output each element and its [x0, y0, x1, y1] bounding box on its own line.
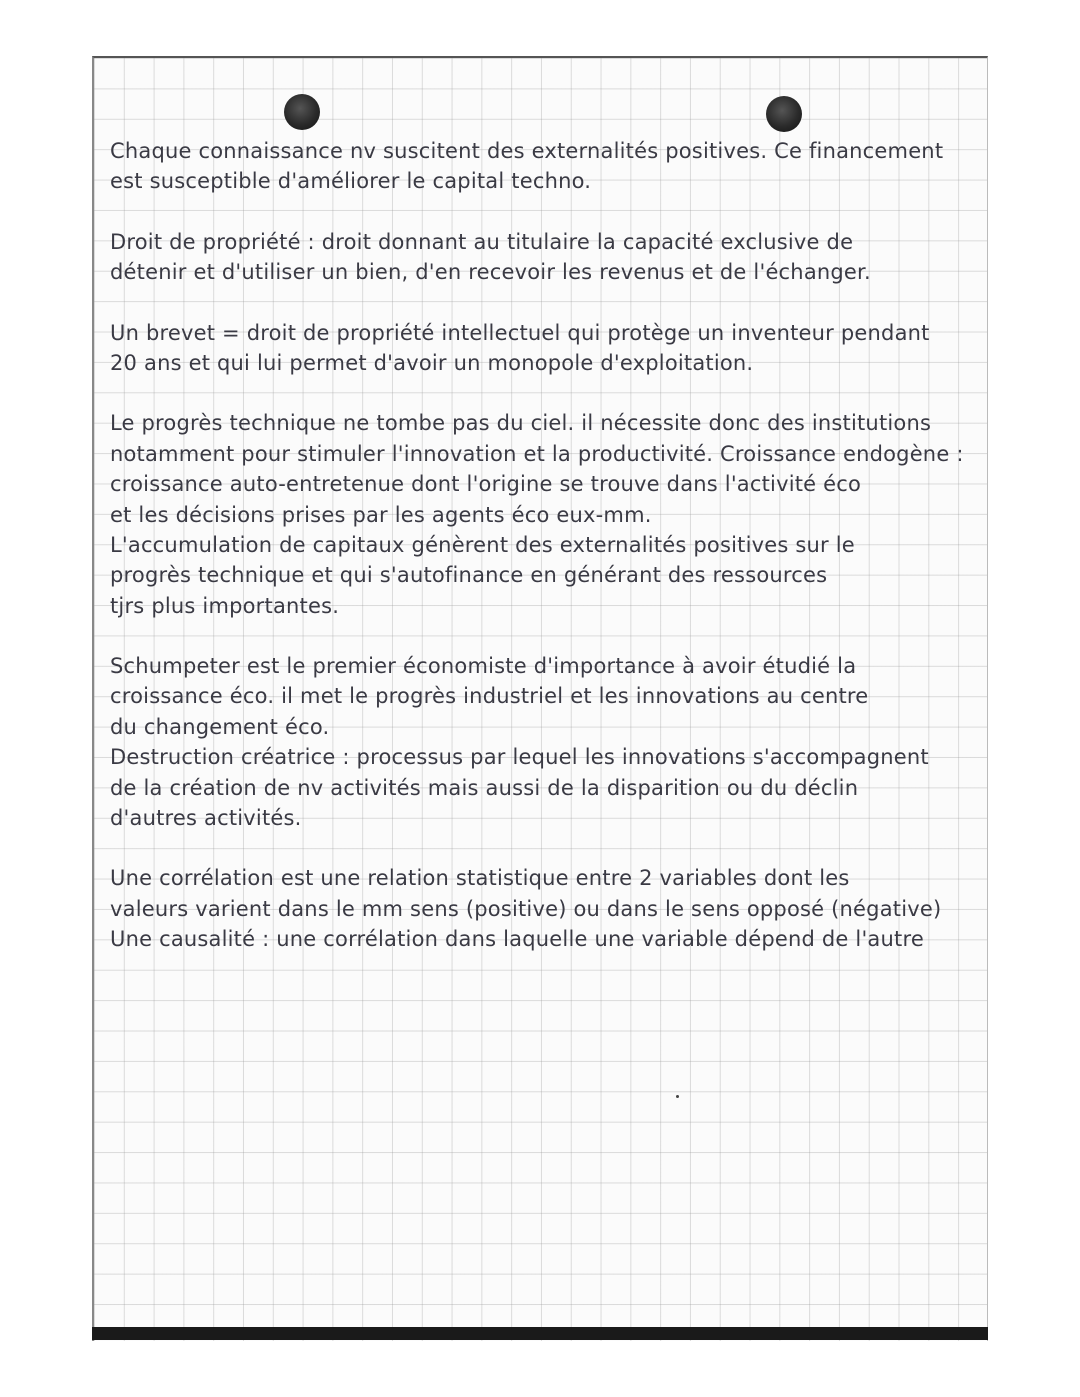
- handwritten-notes: [110, 136, 986, 985]
- note-line: Une corrélation est une relation statistique entre 2 variables dont les: [110, 866, 850, 891]
- note-line: Droit de propriété : droit donnant au titulaire la capacité exclusive de: [110, 229, 854, 254]
- paragraph-property-right: [110, 227, 986, 288]
- paragraph-schumpeter: [110, 651, 986, 833]
- note-line: Schumpeter est le premier économiste d'importance à avoir étudié la: [110, 654, 857, 679]
- note-line: croissance auto-entretenue dont l'origine se trouve dans l'activité éco: [110, 472, 862, 497]
- note-line: d'autres activités.: [110, 806, 302, 831]
- note-line: L'accumulation de capitaux génèrent des externalités positives sur le: [110, 532, 855, 557]
- note-line: Une causalité : une corrélation dans laquelle une variable dépend de l'autre: [110, 927, 924, 952]
- note-line: Destruction créatrice : processus par lequel les innovations s'accompagnent: [110, 745, 929, 770]
- note-line: de la création de nv activités mais aussi de la disparition ou du déclin: [110, 775, 859, 800]
- paragraph-patent: [110, 318, 986, 379]
- page-bottom-edge: [92, 1327, 988, 1340]
- punch-hole-right: [766, 96, 802, 132]
- note-line: notamment pour stimuler l'innovation et la productivité. Croissance endogène :: [110, 441, 964, 466]
- note-line: tjrs plus importantes.: [110, 593, 340, 618]
- pen-dot: [676, 1095, 679, 1098]
- note-line: et les décisions prises par les agents éco eux-mm.: [110, 502, 652, 527]
- note-line: 20 ans et qui lui permet d'avoir un monopole d'exploitation.: [110, 350, 754, 375]
- note-line: Le progrès technique ne tombe pas du ciel. il nécessite donc des institutions: [110, 411, 932, 436]
- paragraph-externalities: [110, 136, 986, 197]
- note-line: détenir et d'utiliser un bien, d'en recevoir les revenus et de l'échanger.: [110, 260, 871, 285]
- paragraph-technical-progress: [110, 408, 986, 621]
- note-line: du changement éco.: [110, 714, 330, 739]
- note-line: valeurs varient dans le mm sens (positive) ou dans le sens opposé (négative): [110, 896, 942, 921]
- note-line: Un brevet = droit de propriété intellectuel qui protège un inventeur pendant: [110, 320, 930, 345]
- note-line: croissance éco. il met le progrès industriel et les innovations au centre: [110, 684, 869, 709]
- note-line: est susceptible d'améliorer le capital techno.: [110, 169, 592, 194]
- note-line: progrès technique et qui s'autofinance en générant des ressources: [110, 563, 828, 588]
- note-line: Chaque connaissance nv suscitent des externalités positives. Ce financement: [110, 139, 944, 163]
- paragraph-correlation: [110, 863, 986, 954]
- punch-hole-left: [284, 94, 320, 130]
